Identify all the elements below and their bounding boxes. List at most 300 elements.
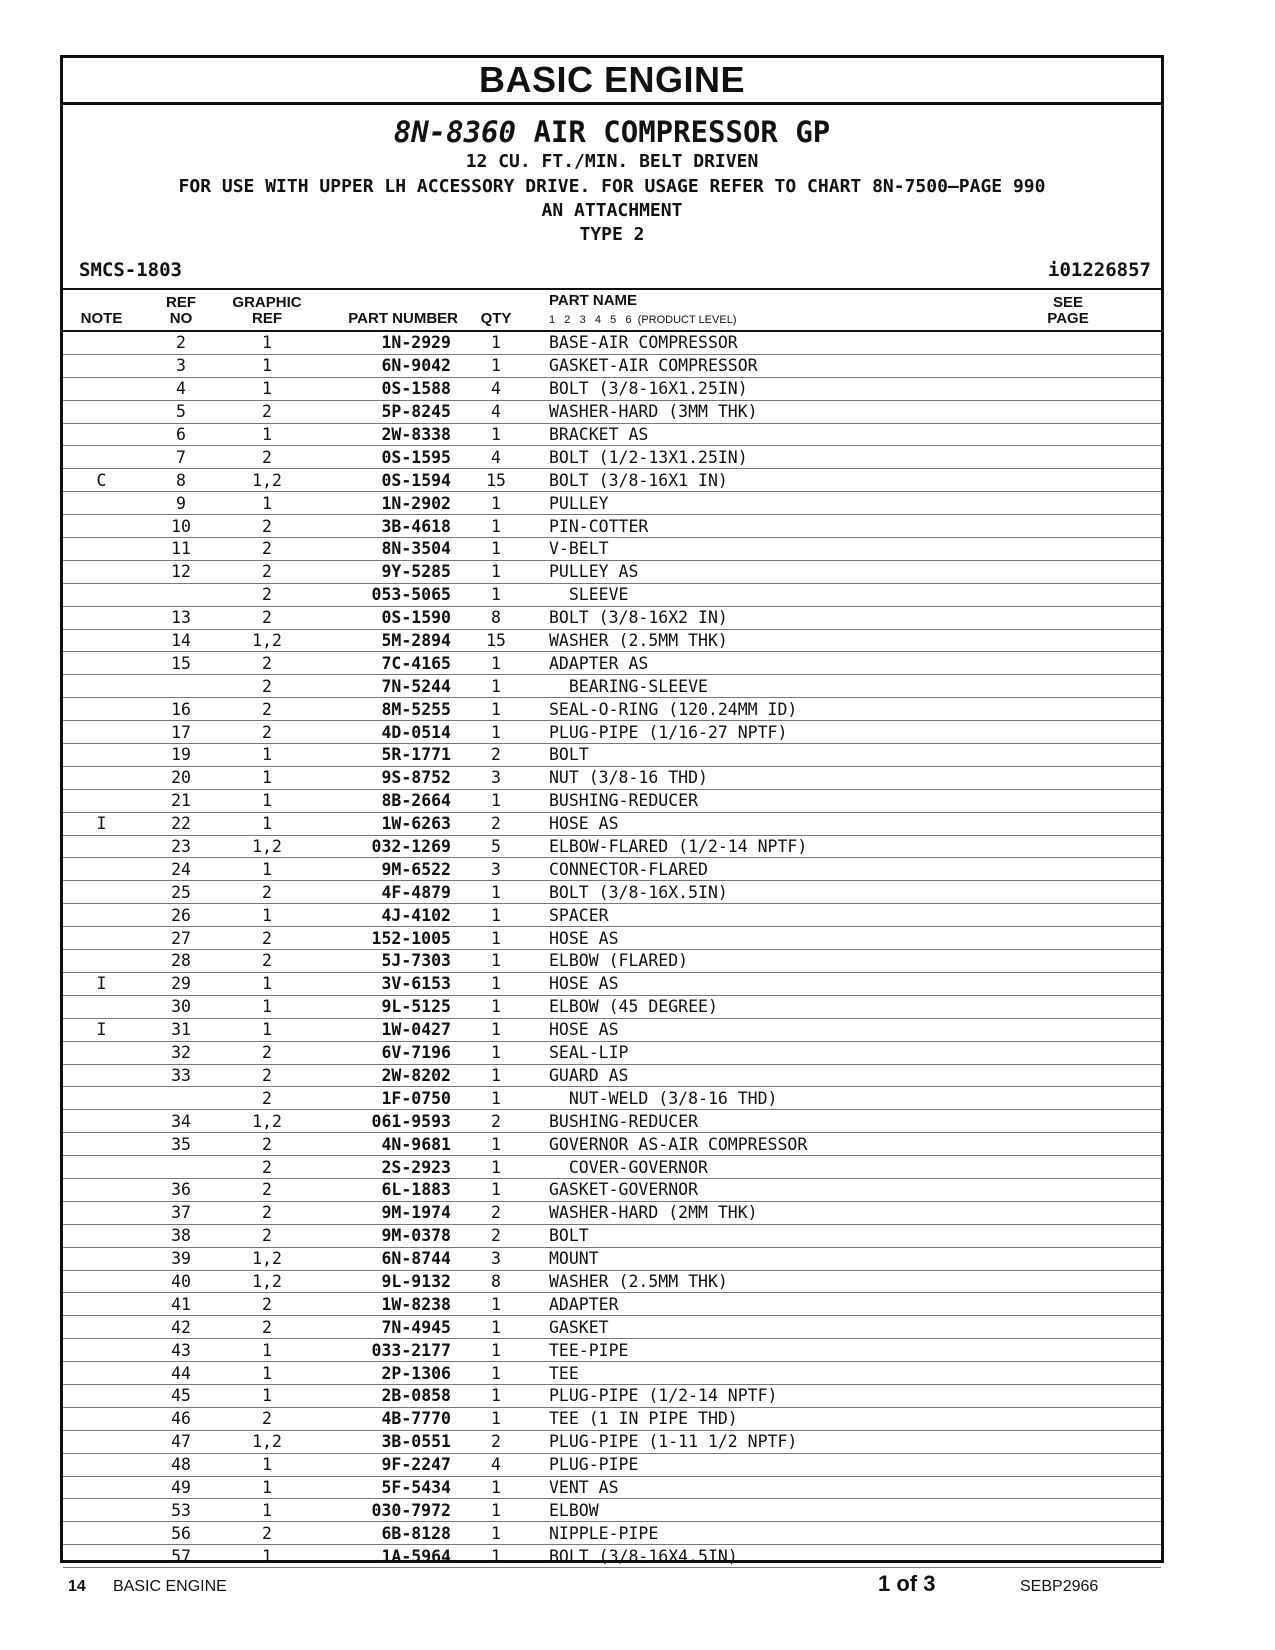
qty-cell: 3 [451,858,541,881]
part-number-cell: 9M-6522 [312,858,451,881]
qty-cell: 1 [451,972,541,995]
graphic-ref-cell: 2 [222,538,312,561]
see-page-cell [1069,400,1161,423]
see-page-cell [1069,332,1161,354]
graphic-ref-cell: 1 [222,858,312,881]
graphic-ref-cell: 1 [222,1476,312,1499]
see-page-cell [1069,1453,1161,1476]
see-page-cell [1069,1430,1161,1453]
graphic-ref-cell: 1 [222,1453,312,1476]
part-number-cell: 5M-2894 [312,629,451,652]
qty-cell: 1 [451,881,541,904]
note-cell [63,766,140,789]
part-name-cell: PIN-COTTER [541,515,1069,538]
qty-cell: 8 [451,606,541,629]
table-row [63,972,1161,995]
table-row [63,469,1161,492]
graphic-ref-cell: 2 [222,606,312,629]
part-number-cell: 4F-4879 [312,881,451,904]
qty-cell: 4 [451,400,541,423]
part-name-cell: BUSHING-REDUCER [541,789,1069,812]
ref-no-cell: 29 [140,972,222,995]
see-page-cell [1069,1224,1161,1247]
part-number-cell: 2W-8338 [312,423,451,446]
note-cell [63,950,140,973]
ref-no-cell: 11 [140,538,222,561]
table-row [63,1522,1161,1545]
see-page-cell [1069,1522,1161,1545]
table-row [63,766,1161,789]
part-name-cell: WASHER (2.5MM THK) [541,629,1069,652]
see-page-cell [1069,469,1161,492]
part-number-cell: 6N-8744 [312,1247,451,1270]
note-cell [63,1064,140,1087]
see-page-cell [1069,538,1161,561]
table-row [63,1545,1161,1568]
table-row [63,835,1161,858]
ref-no-cell [140,583,222,606]
note-cell: C [63,469,140,492]
part-number-cell: 0S-1588 [312,377,451,400]
table-row [63,400,1161,423]
part-name-cell: BOLT (3/8-16X1.25IN) [541,377,1069,400]
part-number-cell: 9Y-5285 [312,560,451,583]
see-page-cell [1069,1018,1161,1041]
graphic-ref-cell: 2 [222,1407,312,1430]
part-number-cell: 4J-4102 [312,904,451,927]
note-cell [63,492,140,515]
qty-cell: 2 [451,1201,541,1224]
ref-no-cell: 39 [140,1247,222,1270]
note-cell [63,446,140,469]
graphic-ref-cell: 1 [222,995,312,1018]
ref-no-cell: 4 [140,377,222,400]
note-cell [63,332,140,354]
part-name-cell: NUT (3/8-16 THD) [541,766,1069,789]
note-cell [63,1201,140,1224]
part-name-cell: BASE-AIR COMPRESSOR [541,332,1069,354]
product-level-header: 1 2 3 4 5 6 (PRODUCT LEVEL) [549,314,737,326]
ref-no-cell: 42 [140,1316,222,1339]
part-number-cell: 032-1269 [312,835,451,858]
table-row [63,812,1161,835]
ref-no-cell: 40 [140,1270,222,1293]
table-row [63,377,1161,400]
table-row [63,1339,1161,1362]
see-page-cell [1069,675,1161,698]
part-number-cell: 0S-1594 [312,469,451,492]
graphic-ref-cell: 1 [222,972,312,995]
parts-table [63,332,1161,1568]
ref-no-cell [140,675,222,698]
see-page-cell [1069,835,1161,858]
see-page-cell [1069,1476,1161,1499]
graphic-ref-cell: 2 [222,1064,312,1087]
qty-cell: 3 [451,766,541,789]
graphic-ref-cell: 2 [222,1293,312,1316]
qty-cell: 1 [451,698,541,721]
ref-no-cell: 56 [140,1522,222,1545]
note-cell [63,538,140,561]
graphic-ref-cell: 2 [222,881,312,904]
part-number-cell: 6V-7196 [312,1041,451,1064]
table-row [63,1453,1161,1476]
ref-no-cell: 24 [140,858,222,881]
ref-no-cell: 8 [140,469,222,492]
qty-cell: 1 [451,515,541,538]
note-cell [63,1476,140,1499]
part-number-cell: 152-1005 [312,927,451,950]
part-number-cell: 2W-8202 [312,1064,451,1087]
see-page-cell [1069,1545,1161,1568]
note-cell [63,1110,140,1133]
graphic-ref-cell: 2 [222,446,312,469]
description-line-1: 12 CU. FT./MIN. BELT DRIVEN [465,151,759,172]
part-number-cell: 1A-5964 [312,1545,451,1568]
ref-no-cell [140,1087,222,1110]
part-name-cell: BOLT (1/2-13X1.25IN) [541,446,1069,469]
note-cell [63,515,140,538]
graphic-ref-cell: 1 [222,492,312,515]
part-number-cell: 5F-5434 [312,1476,451,1499]
qty-cell: 1 [451,1339,541,1362]
qty-cell: 1 [451,538,541,561]
see-page-cell [1069,995,1161,1018]
footer-doc-id: SEBP2966 [1020,1578,1099,1595]
description-line-4: TYPE 2 [579,224,645,245]
see-page-cell [1069,560,1161,583]
note-cell [63,629,140,652]
part-number-cell: 3V-6153 [312,972,451,995]
qty-cell: 1 [451,675,541,698]
ref-no-cell: 31 [140,1018,222,1041]
part-number-cell: 5P-8245 [312,400,451,423]
part-name-cell: WASHER (2.5MM THK) [541,1270,1069,1293]
part-number-cell: 3B-4618 [312,515,451,538]
graphic-ref-cell: 1 [222,354,312,377]
note-cell [63,858,140,881]
note-cell [63,652,140,675]
qty-cell: 4 [451,377,541,400]
see-page-cell [1069,927,1161,950]
table-row [63,1293,1161,1316]
part-number-cell: 4N-9681 [312,1133,451,1156]
graphic-ref-cell: 2 [222,698,312,721]
qty-cell: 1 [451,1362,541,1385]
qty-cell: 1 [451,995,541,1018]
qty-cell: 8 [451,1270,541,1293]
table-row [63,1476,1161,1499]
table-row [63,332,1161,354]
table-row [63,1041,1161,1064]
part-name-cell: V-BELT [541,538,1069,561]
graphic-ref-cell: 1 [222,1339,312,1362]
table-row [63,492,1161,515]
table-row [63,629,1161,652]
note-cell: I [63,812,140,835]
note-cell [63,1156,140,1179]
graphic-ref-cell: 1 [222,1499,312,1522]
ref-no-cell: 27 [140,927,222,950]
table-row [63,1384,1161,1407]
note-cell [63,995,140,1018]
qty-cell: 4 [451,446,541,469]
qty-cell: 3 [451,1247,541,1270]
note-cell [63,1133,140,1156]
ref-no-cell: 44 [140,1362,222,1385]
part-number-cell: 9S-8752 [312,766,451,789]
see-page-cell [1069,1316,1161,1339]
part-name-cell: PLUG-PIPE [541,1453,1069,1476]
note-cell [63,560,140,583]
part-name-cell: CONNECTOR-FLARED [541,858,1069,881]
table-row [63,1156,1161,1179]
part-number-cell: 7C-4165 [312,652,451,675]
table-row [63,423,1161,446]
see-page-cell [1069,492,1161,515]
ref-no-cell: 16 [140,698,222,721]
table-row [63,1201,1161,1224]
table-row [63,606,1161,629]
graphic-ref-cell: 2 [222,927,312,950]
ref-no-cell: 43 [140,1339,222,1362]
ref-no-cell: 12 [140,560,222,583]
note-cell [63,1384,140,1407]
graphic-ref-cell: 2 [222,1178,312,1201]
part-number-cell: 9L-9132 [312,1270,451,1293]
see-page-cell [1069,812,1161,835]
part-name-cell: TEE [541,1362,1069,1385]
see-page-cell [1069,698,1161,721]
qty-cell: 1 [451,1407,541,1430]
graphic-ref-cell: 2 [222,560,312,583]
graphic-ref-cell: 2 [222,652,312,675]
part-number-cell: 1N-2929 [312,332,451,354]
qty-cell: 1 [451,1156,541,1179]
part-number-cell: 1F-0750 [312,1087,451,1110]
part-number-cell: 8N-3504 [312,538,451,561]
graphic-ref-cell: 1,2 [222,1110,312,1133]
see-page-cell [1069,972,1161,995]
see-page-cell [1069,1270,1161,1293]
note-cell [63,927,140,950]
part-number-cell: 033-2177 [312,1339,451,1362]
part-number-cell: 8M-5255 [312,698,451,721]
part-number-cell: 9L-5125 [312,995,451,1018]
part-name-cell: ELBOW (FLARED) [541,950,1069,973]
footer-section: BASIC ENGINE [113,1578,227,1595]
note-cell [63,1247,140,1270]
note-cell [63,423,140,446]
qty-cell: 1 [451,904,541,927]
see-page-cell [1069,950,1161,973]
ref-no-cell: 7 [140,446,222,469]
ref-no-cell: 30 [140,995,222,1018]
part-name-cell: PULLEY AS [541,560,1069,583]
qty-cell: 1 [451,560,541,583]
part-name-cell: GUARD AS [541,1064,1069,1087]
table-row [63,995,1161,1018]
part-number-cell: 4D-0514 [312,721,451,744]
table-header [63,290,1161,332]
part-name-cell: SEAL-O-RING (120.24MM ID) [541,698,1069,721]
table-row [63,950,1161,973]
note-cell [63,1407,140,1430]
qty-cell: 1 [451,1316,541,1339]
see-page-cell [1069,1178,1161,1201]
graphic-ref-cell: 1 [222,1384,312,1407]
graphic-ref-cell: 1 [222,904,312,927]
note-cell [63,881,140,904]
ref-no-cell: 41 [140,1293,222,1316]
part-number-cell: 3B-0551 [312,1430,451,1453]
qty-cell: 1 [451,1545,541,1568]
smcs-code: SMCS-1803 [79,259,182,281]
col-see-header-bottom: PAGE [1047,310,1089,327]
note-cell [63,1339,140,1362]
graphic-ref-cell: 1 [222,789,312,812]
graphic-ref-cell: 2 [222,583,312,606]
qty-cell: 1 [451,721,541,744]
part-number-cell: 061-9593 [312,1110,451,1133]
note-cell [63,606,140,629]
ref-no-cell: 36 [140,1178,222,1201]
part-number-cell: 1W-6263 [312,812,451,835]
graphic-ref-cell: 1 [222,332,312,354]
group-name: AIR COMPRESSOR GP [533,115,831,149]
note-cell [63,698,140,721]
graphic-ref-cell: 1,2 [222,469,312,492]
graphic-ref-cell: 1 [222,1362,312,1385]
ref-no-cell: 9 [140,492,222,515]
part-name-cell: NIPPLE-PIPE [541,1522,1069,1545]
table-row [63,1133,1161,1156]
col-see-header-top: SEE [1052,294,1083,311]
qty-cell: 1 [451,492,541,515]
table-row [63,560,1161,583]
note-cell [63,1430,140,1453]
part-number-cell: 5J-7303 [312,950,451,973]
ref-no-cell: 47 [140,1430,222,1453]
qty-cell: 1 [451,1499,541,1522]
part-name-cell: BRACKET AS [541,423,1069,446]
ref-no-cell: 14 [140,629,222,652]
qty-cell: 1 [451,1087,541,1110]
note-cell [63,1362,140,1385]
part-number-cell: 2P-1306 [312,1362,451,1385]
see-page-cell [1069,1247,1161,1270]
note-cell [63,377,140,400]
graphic-ref-cell: 1 [222,1545,312,1568]
part-name-cell: SLEEVE [541,583,1069,606]
graphic-ref-cell: 1 [222,744,312,767]
see-page-cell [1069,583,1161,606]
graphic-ref-cell: 1 [222,812,312,835]
table-row [63,1316,1161,1339]
table-row [63,1087,1161,1110]
ref-no-cell: 21 [140,789,222,812]
col-part-name-header: PART NAME [549,292,638,309]
note-cell [63,1499,140,1522]
part-name-cell: COVER-GOVERNOR [541,1156,1069,1179]
ref-no-cell: 6 [140,423,222,446]
ref-no-cell: 32 [140,1041,222,1064]
graphic-ref-cell: 2 [222,950,312,973]
col-ref-header-bottom: NO [169,310,193,327]
ref-no-cell: 2 [140,332,222,354]
qty-cell: 2 [451,744,541,767]
graphic-ref-cell: 2 [222,515,312,538]
part-name-cell: TEE-PIPE [541,1339,1069,1362]
part-name-cell: ADAPTER [541,1293,1069,1316]
see-page-cell [1069,1384,1161,1407]
qty-cell: 1 [451,423,541,446]
see-page-cell [1069,1041,1161,1064]
see-page-cell [1069,606,1161,629]
table-row [63,904,1161,927]
table-row [63,927,1161,950]
ref-no-cell: 48 [140,1453,222,1476]
table-row [63,1018,1161,1041]
note-cell [63,744,140,767]
graphic-ref-cell: 1,2 [222,1430,312,1453]
part-name-cell: BOLT (3/8-16X2 IN) [541,606,1069,629]
part-number-cell: 9F-2247 [312,1453,451,1476]
graphic-ref-cell: 1 [222,423,312,446]
part-number-cell: 0S-1590 [312,606,451,629]
part-number-cell: 7N-4945 [312,1316,451,1339]
note-cell [63,1087,140,1110]
see-page-cell [1069,721,1161,744]
ref-no-cell: 10 [140,515,222,538]
qty-cell: 1 [451,1293,541,1316]
graphic-ref-cell: 1 [222,1018,312,1041]
qty-cell: 1 [451,1041,541,1064]
graphic-ref-cell: 2 [222,1156,312,1179]
part-number-cell: 6B-8128 [312,1522,451,1545]
part-name-cell: GASKET-AIR COMPRESSOR [541,354,1069,377]
note-cell [63,1545,140,1568]
table-row [63,583,1161,606]
graphic-ref-cell: 1 [222,766,312,789]
note-cell [63,904,140,927]
part-number-cell: 9M-1974 [312,1201,451,1224]
part-name-cell: ELBOW [541,1499,1069,1522]
note-cell [63,354,140,377]
table-row [63,1430,1161,1453]
table-row [63,446,1161,469]
illustration-ref: i01226857 [1048,259,1151,281]
footer-pagination: 1 of 3 [878,1571,936,1596]
part-number-cell: 4B-7770 [312,1407,451,1430]
graphic-ref-cell: 2 [222,1522,312,1545]
note-cell: I [63,972,140,995]
note-cell: I [63,1018,140,1041]
ref-no-cell: 35 [140,1133,222,1156]
see-page-cell [1069,652,1161,675]
description-line-3: AN ATTACHMENT [541,200,683,221]
ref-no-cell: 57 [140,1545,222,1568]
see-page-cell [1069,423,1161,446]
footer-page-number: 14 [68,1578,86,1595]
ref-no-cell [140,1156,222,1179]
qty-cell: 1 [451,332,541,354]
part-name-cell: ELBOW-FLARED (1/2-14 NPTF) [541,835,1069,858]
part-number-cell: 1W-0427 [312,1018,451,1041]
part-number-cell: 9M-0378 [312,1224,451,1247]
part-number-cell: 1W-8238 [312,1293,451,1316]
note-cell [63,400,140,423]
